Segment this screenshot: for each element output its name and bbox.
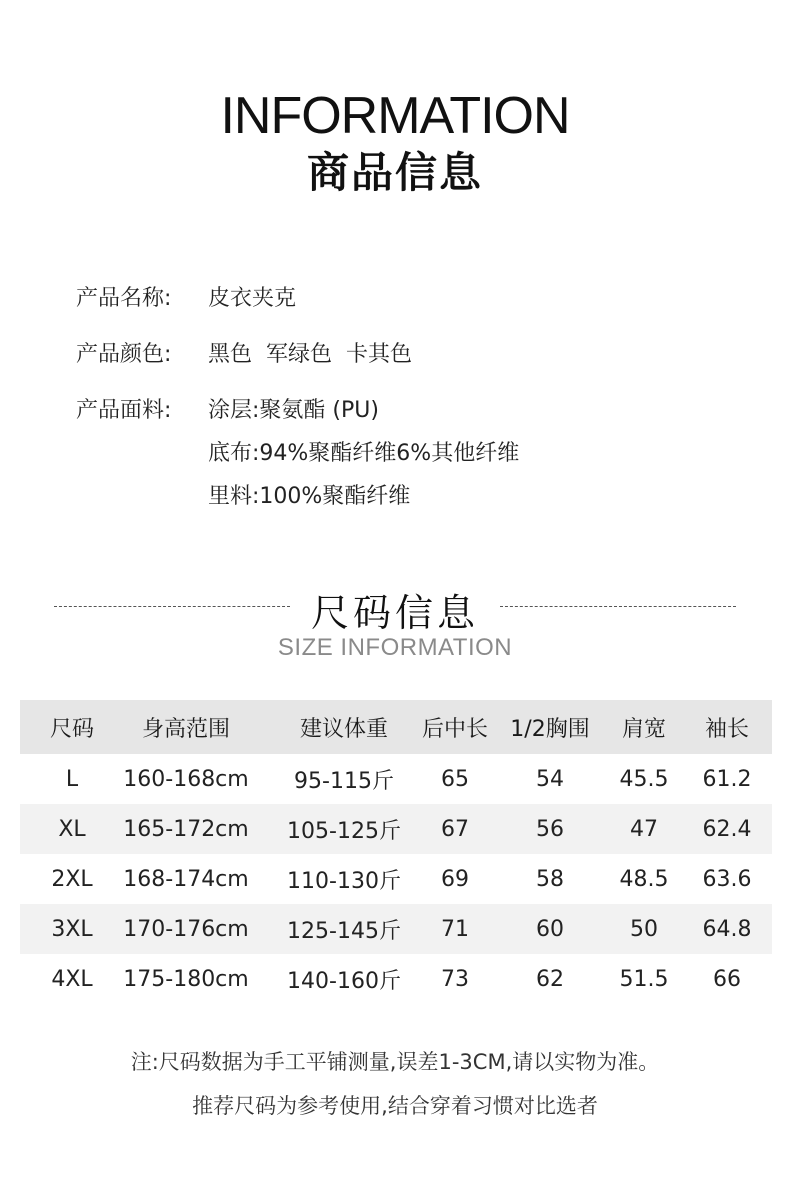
table-cell: 65 <box>441 766 469 792</box>
table-cell: 60 <box>536 916 564 942</box>
table-cell: 4XL <box>51 966 93 992</box>
header-cell: 身高范围 <box>141 716 230 742</box>
table-cell: 140-160斤 <box>287 968 401 994</box>
table-cell: 125-145斤 <box>287 918 401 944</box>
header-cell: 尺码 <box>49 716 94 742</box>
table-cell: 51.5 <box>619 966 669 992</box>
page-title-cn: 商品信息 <box>306 148 483 197</box>
table-row <box>20 804 772 854</box>
header-cell: 袖长 <box>704 716 749 742</box>
table-cell: 175-180cm <box>123 966 249 992</box>
product-name-label: 产品名称: <box>76 286 172 311</box>
table-cell: 63.6 <box>702 866 752 892</box>
product-color-label: 产品颜色: <box>76 342 172 367</box>
table-cell: 66 <box>713 966 741 992</box>
table-cell: 170-176cm <box>123 916 249 942</box>
table-cell: 2XL <box>51 866 93 892</box>
size-section-title-cn: 尺码信息 <box>310 591 479 635</box>
table-cell: 105-125斤 <box>287 818 401 844</box>
header-cell: 肩宽 <box>621 716 666 742</box>
table-cell: 47 <box>630 816 658 842</box>
page-title-en: INFORMATION <box>220 87 570 145</box>
header-cell: 建议体重 <box>299 716 388 742</box>
table-cell: 3XL <box>51 916 93 942</box>
product-name-value: 皮衣夹克 <box>208 286 297 311</box>
table-cell: 71 <box>441 916 469 942</box>
table-cell: 58 <box>536 866 564 892</box>
table-cell: 62.4 <box>702 816 752 842</box>
table-row <box>20 904 772 954</box>
size-table <box>20 700 772 1004</box>
size-recommendation-note: 推荐尺码为参考使用,结合穿着习惯对比选者 <box>192 1094 598 1118</box>
table-cell: 62 <box>536 966 564 992</box>
table-cell: 69 <box>441 866 469 892</box>
table-cell: 95-115斤 <box>294 768 394 794</box>
fabric-line: 里料:100%聚酯纤维 <box>208 484 411 509</box>
header-cell: 1/2胸围 <box>510 716 590 742</box>
product-fabric-label: 产品面料: <box>76 398 172 423</box>
table-cell: 160-168cm <box>123 766 249 792</box>
table-cell: 56 <box>536 816 564 842</box>
measurement-note: 注:尺码数据为手工平铺测量,误差1-3CM,请以实物为准。 <box>130 1050 660 1074</box>
table-row <box>20 754 772 804</box>
header-cell: 后中长 <box>421 716 488 742</box>
table-cell: 48.5 <box>619 866 669 892</box>
table-cell: 165-172cm <box>123 816 249 842</box>
table-cell: 73 <box>441 966 469 992</box>
table-row <box>20 854 772 904</box>
table-cell: 54 <box>536 766 564 792</box>
table-cell: 110-130斤 <box>287 868 401 894</box>
product-color-value: 黑色 军绿色 卡其色 <box>208 342 412 367</box>
fabric-line: 底布:94%聚酯纤维6%其他纤维 <box>208 441 520 466</box>
table-cell: 45.5 <box>619 766 669 792</box>
fabric-line: 涂层:聚氨酯 (PU) <box>208 398 379 423</box>
product-name-row <box>76 281 296 312</box>
table-header-row <box>20 700 772 754</box>
table-cell: 67 <box>441 816 469 842</box>
table-cell: 50 <box>630 916 658 942</box>
table-row <box>20 954 772 1004</box>
size-section-title-en: SIZE INFORMATION <box>277 634 513 661</box>
table-cell: L <box>65 766 79 792</box>
product-fabric-row <box>76 393 208 424</box>
table-cell: 61.2 <box>702 766 752 792</box>
table-cell: XL <box>58 816 86 842</box>
product-color-row <box>76 337 412 368</box>
table-cell: 64.8 <box>702 916 752 942</box>
table-cell: 168-174cm <box>123 866 249 892</box>
